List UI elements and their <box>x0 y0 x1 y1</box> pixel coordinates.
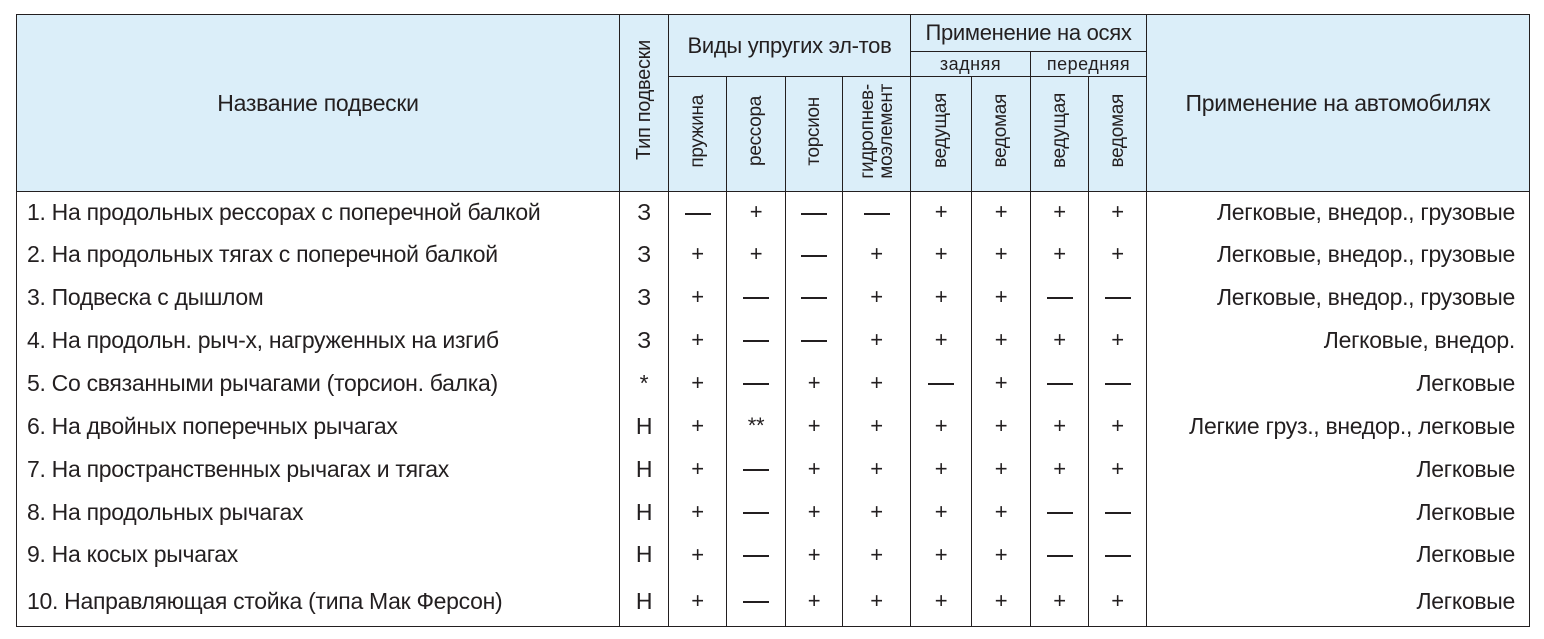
row-application: Легковые <box>1147 362 1530 405</box>
row-application: Легковые, внедор., грузовые <box>1147 192 1530 233</box>
header-element-torsion: торсион <box>786 77 843 192</box>
dash-mark <box>743 383 769 385</box>
row-name: 6. На двойных поперечных рычагах <box>17 405 620 448</box>
row-mark: + <box>727 192 786 233</box>
row-mark <box>727 448 786 491</box>
row-mark <box>727 534 786 577</box>
row-mark: + <box>786 362 843 405</box>
header-axle-front: передняя <box>1031 52 1147 77</box>
row-mark: + <box>972 448 1031 491</box>
row-mark: + <box>843 491 911 534</box>
row-application: Легковые <box>1147 448 1530 491</box>
row-mark: + <box>843 534 911 577</box>
dash-mark <box>743 340 769 342</box>
dash-mark <box>1047 297 1073 299</box>
row-type: Н <box>620 576 669 626</box>
header-front-driving: ведущая <box>1031 77 1089 192</box>
row-name: 10. Направляющая стойка (типа Мак Ферсон) <box>17 576 620 626</box>
row-type: Н <box>620 405 669 448</box>
row-mark: + <box>786 576 843 626</box>
dash-mark <box>801 213 827 215</box>
table-row <box>17 276 1530 319</box>
row-mark: + <box>1031 405 1089 448</box>
row-mark: + <box>1089 233 1147 276</box>
row-mark: + <box>843 276 911 319</box>
row-mark: + <box>911 576 972 626</box>
row-mark: + <box>669 491 727 534</box>
row-mark <box>786 233 843 276</box>
header-element-hydropneumatic: гидропнев- моэлемент <box>843 77 911 192</box>
row-mark: + <box>843 405 911 448</box>
row-mark: + <box>669 362 727 405</box>
dash-mark <box>928 383 954 385</box>
row-mark: + <box>1089 319 1147 362</box>
row-mark <box>1089 534 1147 577</box>
row-name: 3. Подвеска с дышлом <box>17 276 620 319</box>
row-mark <box>1031 534 1089 577</box>
table-row <box>17 576 1530 626</box>
row-mark: + <box>911 405 972 448</box>
row-mark: + <box>911 233 972 276</box>
row-mark: + <box>727 233 786 276</box>
row-mark: + <box>911 319 972 362</box>
row-mark: + <box>972 534 1031 577</box>
dash-mark <box>685 213 711 215</box>
table-row <box>17 534 1530 577</box>
row-mark: + <box>972 405 1031 448</box>
row-name: 8. На продольных рычагах <box>17 491 620 534</box>
row-type: Н <box>620 534 669 577</box>
header-application: Применение на автомобилях <box>1147 15 1530 192</box>
row-mark <box>786 319 843 362</box>
row-mark: + <box>1089 192 1147 233</box>
row-mark: + <box>786 448 843 491</box>
row-mark: + <box>786 405 843 448</box>
row-mark <box>727 576 786 626</box>
header-element-spring: пружина <box>669 77 727 192</box>
row-mark: + <box>843 576 911 626</box>
row-mark: + <box>669 448 727 491</box>
row-mark: + <box>911 534 972 577</box>
row-mark: + <box>972 276 1031 319</box>
dash-mark <box>1105 555 1131 557</box>
row-mark: + <box>911 276 972 319</box>
row-mark: + <box>1031 192 1089 233</box>
row-mark: + <box>911 491 972 534</box>
row-mark: + <box>1031 319 1089 362</box>
header-name: Название подвески <box>17 15 620 192</box>
dash-mark <box>743 601 769 603</box>
row-mark <box>1089 362 1147 405</box>
row-mark <box>786 276 843 319</box>
header-rear-driven: ведомая <box>972 77 1031 192</box>
row-mark <box>1089 491 1147 534</box>
row-type: З <box>620 276 669 319</box>
row-mark <box>669 192 727 233</box>
suspension-table <box>16 14 1530 627</box>
row-mark: + <box>911 192 972 233</box>
row-type: З <box>620 192 669 233</box>
row-application: Легковые, внедор., грузовые <box>1147 233 1530 276</box>
row-mark: + <box>669 534 727 577</box>
table-row <box>17 319 1530 362</box>
table-row <box>17 405 1530 448</box>
row-mark <box>786 192 843 233</box>
header-elements-group: Виды упругих эл-тов <box>669 15 911 77</box>
dash-mark <box>801 340 827 342</box>
row-mark: + <box>911 448 972 491</box>
dash-mark <box>743 512 769 514</box>
row-mark: + <box>1031 233 1089 276</box>
row-mark <box>727 319 786 362</box>
row-name: 1. На продольных рессорах с поперечной балкой <box>17 192 620 233</box>
row-mark: + <box>843 362 911 405</box>
table-row <box>17 362 1530 405</box>
dash-mark <box>801 297 827 299</box>
row-mark: + <box>1089 448 1147 491</box>
row-application: Легковые <box>1147 491 1530 534</box>
row-type: * <box>620 362 669 405</box>
row-mark <box>1031 491 1089 534</box>
row-mark <box>1031 276 1089 319</box>
header-type <box>620 15 669 192</box>
header-element-leaf-spring: рессора <box>727 77 786 192</box>
table-row <box>17 233 1530 276</box>
row-mark <box>1089 276 1147 319</box>
row-type: Н <box>620 448 669 491</box>
dash-mark <box>864 213 890 215</box>
header-front-driven: ведомая <box>1089 77 1147 192</box>
header-rear-driving: ведущая <box>911 77 972 192</box>
row-name: 4. На продольн. рыч-х, нагруженных на изгиб <box>17 319 620 362</box>
header-axles-group: Применение на осях <box>911 15 1147 52</box>
row-application: Легковые, внедор., грузовые <box>1147 276 1530 319</box>
header-type-label: Тип подвески <box>632 40 655 160</box>
row-mark: + <box>843 233 911 276</box>
row-type: Н <box>620 491 669 534</box>
row-mark <box>727 362 786 405</box>
row-mark: + <box>972 362 1031 405</box>
dash-mark <box>1047 512 1073 514</box>
row-mark: + <box>669 276 727 319</box>
row-mark: + <box>843 319 911 362</box>
row-type: З <box>620 233 669 276</box>
row-mark: + <box>669 319 727 362</box>
row-mark: + <box>1031 576 1089 626</box>
row-mark <box>1031 362 1089 405</box>
row-mark: ** <box>727 405 786 448</box>
row-type: З <box>620 319 669 362</box>
row-mark: + <box>972 233 1031 276</box>
row-name: 2. На продольных тягах с поперечной балкой <box>17 233 620 276</box>
table-header <box>17 15 1530 192</box>
table-body <box>17 192 1530 627</box>
row-name: 7. На пространственных рычагах и тягах <box>17 448 620 491</box>
dash-mark <box>743 555 769 557</box>
row-mark: + <box>972 491 1031 534</box>
row-application: Легкие груз., внедор., легковые <box>1147 405 1530 448</box>
row-mark: + <box>972 576 1031 626</box>
table-row <box>17 491 1530 534</box>
table-row <box>17 448 1530 491</box>
row-mark: + <box>786 491 843 534</box>
row-mark: + <box>1031 448 1089 491</box>
dash-mark <box>1105 297 1131 299</box>
row-mark <box>843 192 911 233</box>
row-mark <box>727 491 786 534</box>
dash-mark <box>1047 555 1073 557</box>
row-application: Легковые <box>1147 534 1530 577</box>
dash-mark <box>743 297 769 299</box>
row-mark: + <box>669 233 727 276</box>
row-mark: + <box>843 448 911 491</box>
dash-mark <box>743 469 769 471</box>
dash-mark <box>1105 383 1131 385</box>
row-mark: + <box>972 192 1031 233</box>
row-mark <box>727 276 786 319</box>
table-row <box>17 192 1530 233</box>
dash-mark <box>801 255 827 257</box>
row-mark: + <box>1089 405 1147 448</box>
dash-mark <box>1047 383 1073 385</box>
header-axle-rear: задняя <box>911 52 1031 77</box>
row-mark <box>911 362 972 405</box>
row-mark: + <box>669 576 727 626</box>
row-mark: + <box>1089 576 1147 626</box>
row-name: 5. Со связанными рычагами (торсион. балка) <box>17 362 620 405</box>
row-mark: + <box>972 319 1031 362</box>
row-application: Легковые, внедор. <box>1147 319 1530 362</box>
row-mark: + <box>669 405 727 448</box>
row-name: 9. На косых рычагах <box>17 534 620 577</box>
row-mark: + <box>786 534 843 577</box>
row-application: Легковые <box>1147 576 1530 626</box>
dash-mark <box>1105 512 1131 514</box>
